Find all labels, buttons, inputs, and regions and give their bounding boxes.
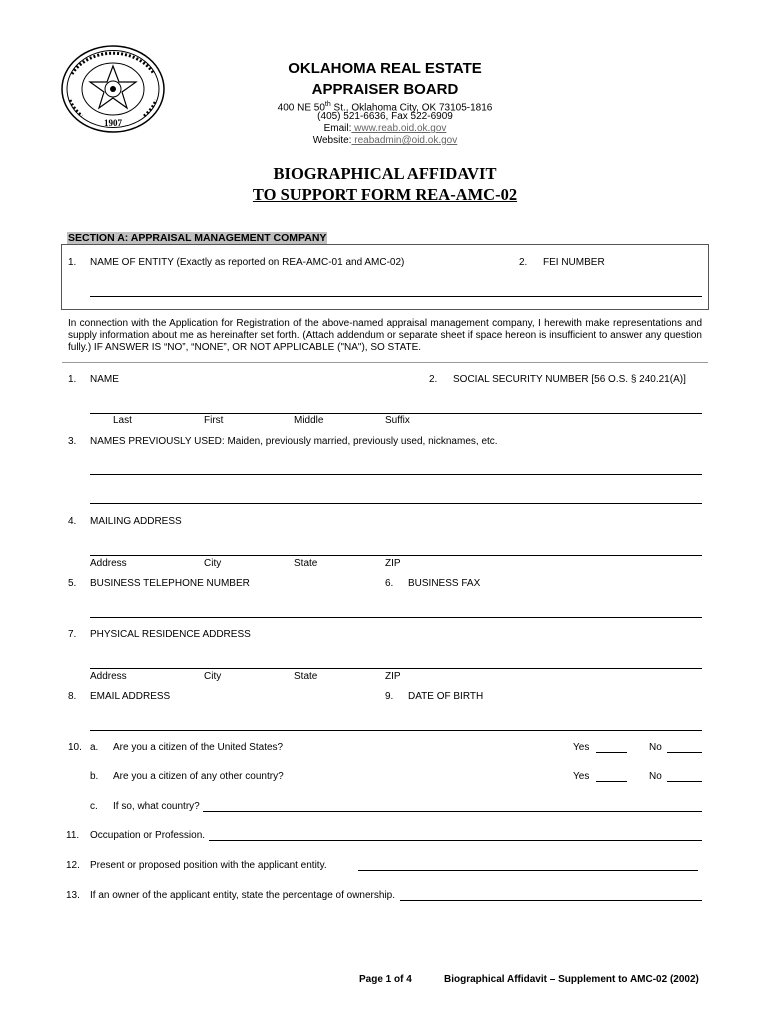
q13-number: 13. xyxy=(66,890,80,901)
q4-number: 4. xyxy=(68,516,77,527)
q9-number: 9. xyxy=(385,691,394,702)
section-a-box xyxy=(61,244,709,310)
q10a-no-field[interactable] xyxy=(667,752,702,753)
address-sup: th xyxy=(324,101,331,108)
mailing-city-caption: City xyxy=(204,558,222,569)
intro-divider xyxy=(62,362,708,363)
q9-label: DATE OF BIRTH xyxy=(408,691,484,702)
name-first-caption: First xyxy=(204,415,224,426)
residence-address-field[interactable] xyxy=(90,668,702,669)
q3-label: NAMES PREVIOUSLY USED: Maiden, previously married, previously used, nicknames, etc. xyxy=(90,436,498,447)
q6-label: BUSINESS FAX xyxy=(408,578,481,589)
mailing-zip-caption: ZIP xyxy=(385,558,401,569)
residence-state-caption: State xyxy=(294,671,318,682)
q10a-label: Are you a citizen of the United States? xyxy=(113,742,284,753)
residence-address-caption: Address xyxy=(90,671,127,682)
q13-label: If an owner of the applicant entity, state the percentage of ownership. xyxy=(90,890,396,901)
q10b-yes-field[interactable] xyxy=(596,781,627,782)
page-number: Page 1 of 4 xyxy=(359,974,412,985)
footer-document-name: Biographical Affidavit – Supplement to AMC-02 (2002) xyxy=(444,974,699,985)
mailing-state-caption: State xyxy=(294,558,318,569)
q2-label: SOCIAL SECURITY NUMBER [56 O.S. § 240.21(A)] xyxy=(453,374,686,385)
residence-zip-caption: ZIP xyxy=(385,671,401,682)
q5-number: 5. xyxy=(68,578,77,589)
org-name-line1: OKLAHOMA REAL ESTATE xyxy=(288,60,482,77)
residence-city-caption: City xyxy=(204,671,222,682)
address-post: St., Oklahoma City, OK 73105-1816 xyxy=(330,102,493,114)
previous-names-field-1[interactable] xyxy=(90,474,702,475)
q11-number: 11. xyxy=(66,830,80,841)
email-label: Email: xyxy=(323,123,352,134)
q7-label: PHYSICAL RESIDENCE ADDRESS xyxy=(90,629,251,640)
position-field[interactable] xyxy=(358,870,698,871)
other-country-field[interactable] xyxy=(203,811,702,812)
email-link[interactable]: www.reab.oid.ok.gov xyxy=(351,123,447,134)
q12-number: 12. xyxy=(66,860,80,871)
website-label: Website: xyxy=(312,135,352,146)
q3-number: 3. xyxy=(68,436,77,447)
state-seal xyxy=(60,44,166,134)
q4-label: MAILING ADDRESS xyxy=(90,516,182,527)
q10b-label: Are you a citizen of any other country? xyxy=(113,771,284,782)
seal-year: 1907 xyxy=(104,118,122,128)
q10c-letter: c. xyxy=(90,801,98,812)
org-name-line2: APPRAISER BOARD xyxy=(311,81,459,98)
q10b-letter: b. xyxy=(90,771,99,782)
q5-label: BUSINESS TELEPHONE NUMBER xyxy=(90,578,250,589)
name-middle-caption: Middle xyxy=(294,415,324,426)
q1-label: NAME xyxy=(90,374,119,385)
phone-fax-field[interactable] xyxy=(90,617,702,618)
name-last-caption: Last xyxy=(113,415,132,426)
website-link[interactable]: reabadmin@oid.ok.gov xyxy=(351,135,458,146)
q12-label: Present or proposed position with the applicant entity. xyxy=(90,860,327,871)
mailing-address-field[interactable] xyxy=(90,555,702,556)
form-title-line1: BIOGRAPHICAL AFFIDAVIT xyxy=(273,164,497,183)
fei-number: 2. xyxy=(519,257,528,268)
q6-number: 6. xyxy=(385,578,394,589)
section-a-heading: SECTION A: APPRAISAL MANAGEMENT COMPANY xyxy=(68,232,327,244)
address-pre: 400 NE 50 xyxy=(277,102,325,114)
entity-name-label: NAME OF ENTITY (Exactly as reported on REA-AMC-01 and AMC-02) xyxy=(90,257,405,268)
q10b-no-field[interactable] xyxy=(667,781,702,782)
org-email xyxy=(230,123,540,135)
q1-number: 1. xyxy=(68,374,77,385)
q2-number: 2. xyxy=(429,374,438,385)
form-title-line2: TO SUPPORT FORM REA-AMC-02 xyxy=(252,185,518,204)
entity-name-field[interactable] xyxy=(90,296,702,297)
q10b-no-label: No xyxy=(649,771,662,782)
q8-number: 8. xyxy=(68,691,77,702)
name-ssn-field[interactable] xyxy=(90,413,702,414)
entity-number: 1. xyxy=(68,257,77,268)
q10-number: 10. xyxy=(68,742,82,753)
intro-paragraph: In connection with the Application for Registration of the above-named appraisal management company, I herewith make representations and supply information about me as hereinafter set forth. (Attach addendum or separate sheet if space hereon is insufficient to answer any question fully.) IF ANSWER IS “NO”, “NONE”, OR NOT APPLICABLE ("NA"), SO STATE. xyxy=(68,318,702,353)
q8-label: EMAIL ADDRESS xyxy=(90,691,171,702)
ownership-percentage-field[interactable] xyxy=(400,900,702,901)
mailing-address-caption: Address xyxy=(90,558,127,569)
name-suffix-caption: Suffix xyxy=(385,415,410,426)
q11-label: Occupation or Profession. xyxy=(90,830,206,841)
previous-names-field-2[interactable] xyxy=(90,503,702,504)
q10a-yes-field[interactable] xyxy=(596,752,627,753)
q10c-label: If so, what country? xyxy=(113,801,200,812)
q10a-yes-label: Yes xyxy=(573,742,590,753)
org-website xyxy=(230,135,540,147)
org-phone: (405) 521-6636, Fax 522-6909 xyxy=(317,111,453,122)
occupation-field[interactable] xyxy=(209,840,702,841)
fei-label: FEI NUMBER xyxy=(543,257,605,268)
q7-number: 7. xyxy=(68,629,77,640)
email-dob-field[interactable] xyxy=(90,730,702,731)
q10a-no-label: No xyxy=(649,742,662,753)
q10a-letter: a. xyxy=(90,742,99,753)
q10b-yes-label: Yes xyxy=(573,771,590,782)
